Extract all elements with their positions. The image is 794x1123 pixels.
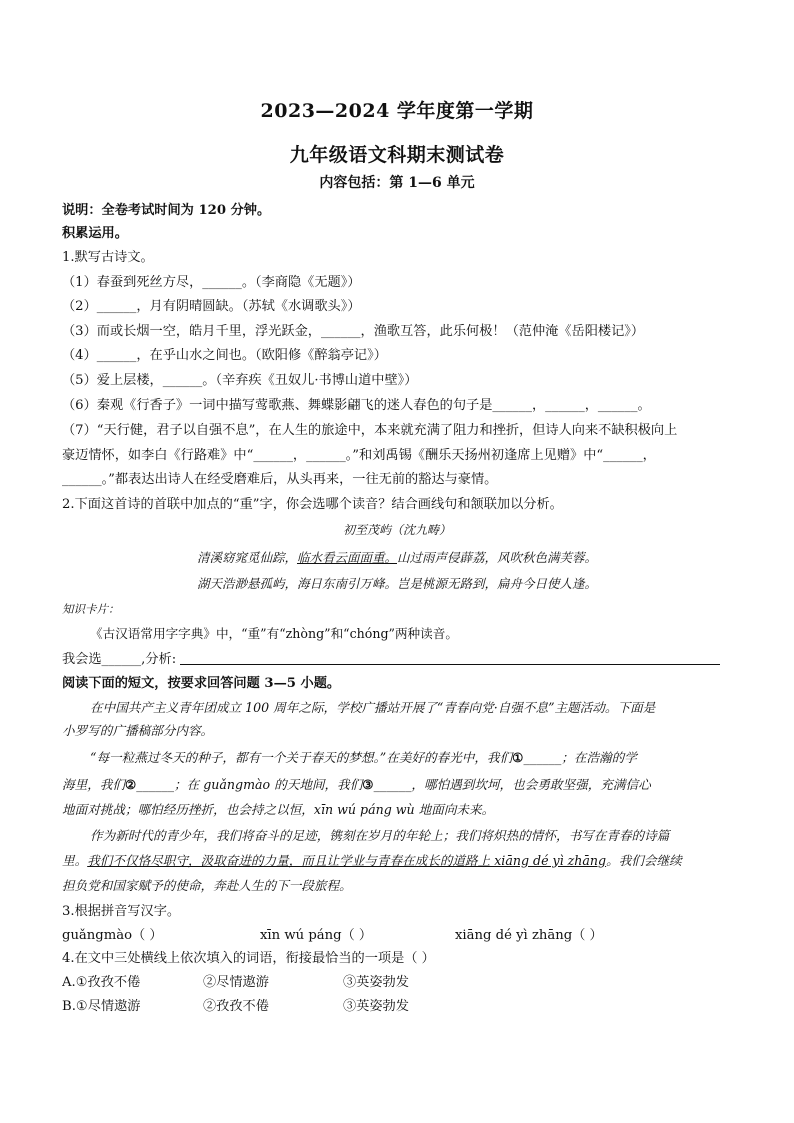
q3-item-b: xīn wú páng（ ） — [260, 928, 373, 943]
q2-stem: 2.下面这首诗的首联中加点的“重”字，你会选哪个读音？结合画线句和颔联加以分析。 — [62, 497, 563, 512]
q1-item-2: （2）______，月有阴晴圆缺。（苏轼《水调歌头》） — [62, 299, 361, 314]
year-term-title: 2023—2024 学年度第一学期 — [260, 100, 534, 122]
q1-item-1: （1）春蚕到死丝方尽，______。（李商隐《无题》） — [62, 275, 361, 290]
passage-text: 。我们会继续 — [606, 853, 682, 868]
exam-scope: 内容包括：第 1—6 单元 — [319, 175, 475, 191]
poem-line-2: 湖天浩渺悬孤屿，海日东南引万峰。岂是桃源无路到，扁舟今日使人逢。 — [196, 576, 597, 591]
reading-heading: 阅读下面的短文，按要求回答问题 3—5 小题。 — [62, 676, 341, 691]
q3-item-a: guǎngmào（ ） — [62, 928, 163, 943]
q4-option-b-1[interactable]: B.①尽情遨游 — [62, 999, 141, 1014]
passage-p3-line1: 作为新时代的青少年，我们将奋斗的足迹，镌刻在岁月的年轮上；我们将炽热的情怀，书写在青春的诗篇 — [90, 828, 670, 843]
poem-line-1a: 清溪窈窕觅仙踪， — [196, 550, 297, 565]
q4-option-a-3: ③英姿勃发 — [343, 975, 409, 990]
passage-p3-line2 — [62, 851, 738, 871]
passage-p2-line1 — [90, 748, 738, 768]
q1-item-7-line2: 豪迈情怀，如李白《行路难》中“______，______。”和刘禹锡《酬乐天扬州初逢席上见赠》中“______， — [62, 448, 656, 463]
passage-text: ______；在 guǎngmào 的天地间，我们 — [136, 777, 363, 792]
q2-answer-prefix: 我会选______,分析: — [62, 652, 177, 667]
blank-marker-3: ③ — [362, 777, 374, 792]
poem-title: 初至茂屿（沈九畴） — [342, 523, 451, 537]
section-heading: 积累运用。 — [62, 226, 128, 241]
poem-underlined-line: 临水看云面面重。 — [296, 550, 397, 565]
q4-stem: 4.在文中三处横线上依次填入的词语，衔接最恰当的一项是（ ） — [62, 951, 435, 966]
passage-p3-line3: 担负党和国家赋予的使命，奔赴人生的下一段旅程。 — [62, 878, 352, 893]
exam-title: 九年级语文科期末测试卷 — [289, 144, 505, 166]
q4-option-a-1[interactable]: A.①孜孜不倦 — [62, 975, 141, 990]
q2-answer-line — [62, 650, 738, 670]
passage-p2-line2 — [62, 775, 738, 795]
q3-stem: 3.根据拼音写汉字。 — [62, 904, 181, 919]
q2-answer-blank[interactable] — [180, 650, 720, 665]
q1-stem: 1.默写古诗文。 — [62, 250, 154, 265]
blank-marker-1: ① — [512, 750, 524, 765]
q1-item-3: （3）而或长烟一空，皓月千里，浮光跃金，______，渔歌互答，此乐何极！（范仲淹《岳阳楼记》） — [62, 324, 645, 339]
exam-note: 说明：全卷考试时间为 120 分钟。 — [62, 203, 271, 218]
passage-p1-line2: 小罗写的广播稿部分内容。 — [62, 723, 214, 738]
passage-text: ______；在浩瀚的学 — [523, 750, 637, 765]
passage-p2-line3: 地面对挑战；哪怕经历挫折，也会持之以恒，xīn wú páng wù 地面向未来。 — [62, 802, 495, 817]
knowledge-card-label: 知识卡片： — [62, 602, 120, 616]
q1-item-6: （6）秦观《行香子》一词中描写莺歌燕、舞蝶影翩飞的迷人春色的句子是______，______，______。 — [62, 398, 651, 413]
q4-option-a-2: ②尽情遨游 — [203, 975, 269, 990]
q4-option-b-3: ③英姿勃发 — [343, 999, 409, 1014]
q1-item-5: （5）爱上层楼，______。（辛弃疾《丑奴儿·书博山道中壁》） — [62, 373, 418, 388]
poem-line-1 — [0, 548, 794, 566]
q3-item-c: xiāng dé yì zhāng（ ） — [455, 928, 603, 943]
q1-item-7-line3: ______。”都表达出诗人在经受磨难后，从头再来，一往无前的豁达与豪情。 — [62, 472, 498, 487]
q4-option-b-2: ②孜孜不倦 — [203, 999, 269, 1014]
q1-item-7-line1: （7）“天行健，君子以自强不息”，在人生的旅途中，本来就充满了阻力和挫折，但诗人向来不缺积极向上 — [62, 423, 678, 438]
passage-text: ______，哪怕遇到坎坷，也会勇敢坚强，充满信心 — [373, 777, 651, 792]
passage-text: “每一粒燕过冬天的种子，都有一个关于春天的梦想。”在美好的春光中，我们 — [90, 750, 513, 765]
passage-underlined-sentence: 我们不仅恪尽职守，汲取奋进的力量，而且让学业与青春在成长的道路上 xiāng dé yì zhāng — [87, 853, 607, 868]
passage-text: 里。 — [62, 853, 88, 868]
knowledge-card-text: 《古汉语常用字字典》中，“重”有“zhòng”和“chóng”两种读音。 — [90, 626, 458, 641]
q1-item-4: （4）______，在乎山水之间也。（欧阳修《醉翁亭记》） — [62, 348, 387, 363]
passage-text: 海里，我们 — [62, 777, 125, 792]
poem-line-1c: 山过雨声侵薜荔，风吹秋色满芙蓉。 — [397, 550, 598, 565]
passage-p1-line1: 在中国共产主义青年团成立 100 周年之际，学校广播站开展了“青春向党·自强不息”主题活动。下面是 — [90, 700, 656, 715]
blank-marker-2: ② — [124, 777, 137, 792]
